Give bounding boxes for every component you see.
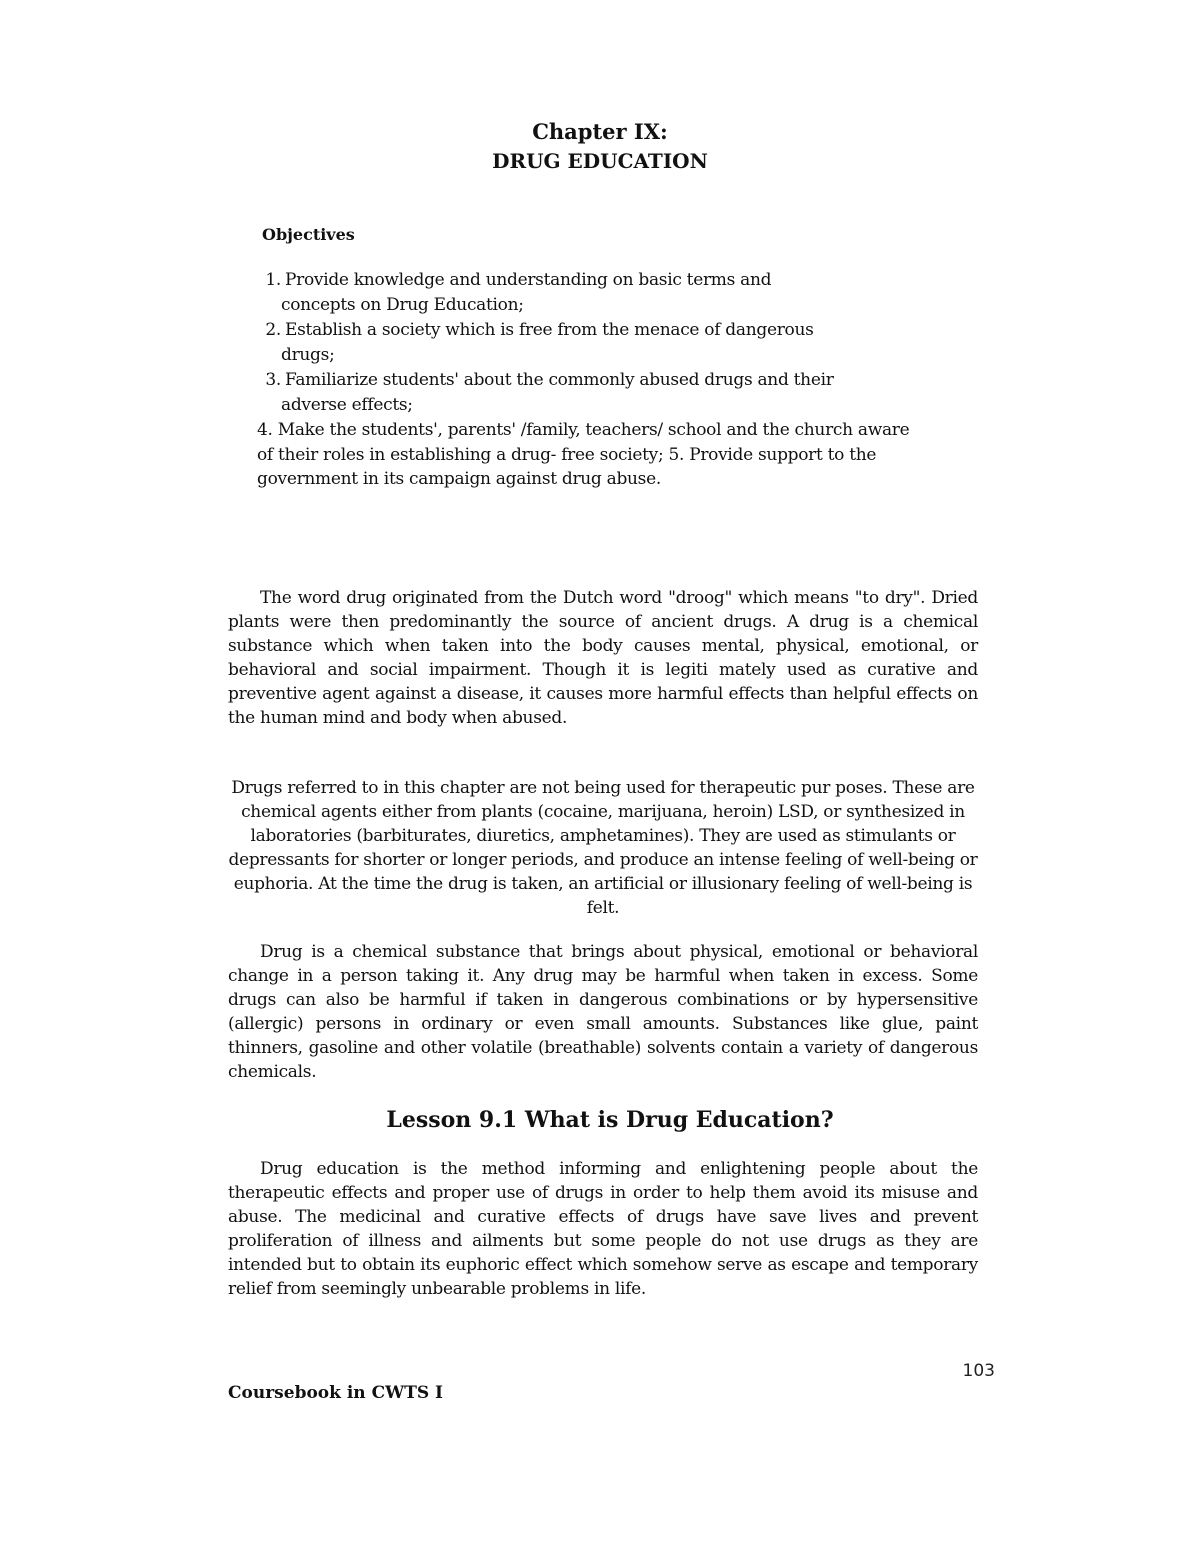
objective-text: Provide knowledge and understanding on basic terms and <box>285 270 772 290</box>
lesson-title: Lesson 9.1 What is Drug Education? <box>386 1107 834 1133</box>
footer-book-title: Coursebook in CWTS I <box>228 1383 443 1403</box>
objective-text-continued: adverse effects; <box>281 394 413 415</box>
objective-item <box>255 318 915 367</box>
paragraph-drug-education: Drug education is the method informing and enlightening people about the therapeutic effects and proper use of drugs in order to help them avoid its misuse and abuse. The medicinal and curative effects of drugs have save lives and prevent proliferation of illness and ailments but some people do not use drugs as they are intended but to obtain its euphoric effect which somehow serve as escape and temporary relief from seemingly unbearable problems in life. <box>228 1159 978 1299</box>
objective-number: 2. <box>265 320 281 340</box>
objective-text: Familiarize students' about the commonly abused drugs and their <box>285 370 834 390</box>
objective-text-continued: drugs; <box>281 344 335 365</box>
page-number: 103 <box>962 1361 995 1381</box>
objective-item <box>255 368 915 417</box>
objective-item <box>255 268 915 317</box>
objective-number: 1. <box>265 270 281 290</box>
chapter-title: DRUG EDUCATION <box>492 149 708 173</box>
paragraph-drug-definition: Drug is a chemical substance that brings about physical, emotional or behavioral change in a person taking it. Any drug may be harmful when taken in excess. Some drugs can also be harmful if taken in dangerous combinations or by hypersensitive (allergic) persons in ordinary or even small amounts. Substances like glue, paint thinners, gasoline and other volatile (breathable) solvents contain a variety of dangerous chemicals. <box>228 942 978 1082</box>
objectives-heading: Objectives <box>262 225 355 244</box>
objective-text-continued: concepts on Drug Education; <box>281 294 524 315</box>
objectives-list <box>255 268 915 493</box>
paragraph-drug-origin: The word drug originated from the Dutch word "droog" which means "to dry". Dried plants were then predominantly the source of ancient drugs. A drug is a chemical substance which when taken into the body causes mental, physical, emotional, or behavioral and social impairment. Though it is legiti mately used as curative and preventive agent against a disease, it causes more harmful effects than helpful effects on the human mind and body when abused. <box>228 588 978 728</box>
paragraph-drugs-referred: Drugs referred to in this chapter are not being used for therapeutic pur poses. These are chemical agents either from plants (cocaine, marijuana, heroin) LSD, or synthesized in laboratories (barbiturates, diuretics, amphetamines). They are used as stimulants or depressants for shorter or longer periods, and produce an intense feeling of well-being or euphoria. At the time the drug is taken, an artificial or illusionary feeling of well-being is felt. <box>228 778 978 918</box>
objective-number: 3. <box>265 370 281 390</box>
objective-text: Establish a society which is free from the menace of dangerous <box>285 320 814 340</box>
chapter-label: Chapter IX: <box>532 119 668 144</box>
objective-item-4: 4. Make the students', parents' /family, teachers/ school and the church aware of their roles in establishing a drug- free society; 5. Provide support to the government in its campaign against drug abuse. <box>257 420 910 489</box>
